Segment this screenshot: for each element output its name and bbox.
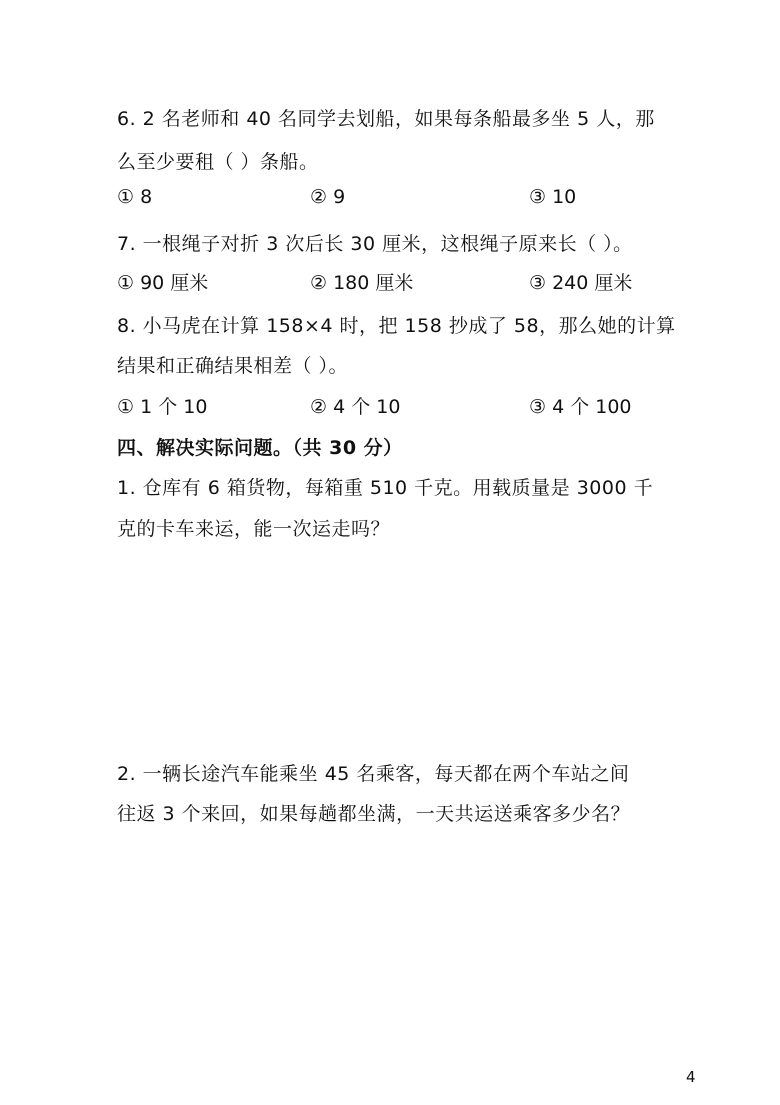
q8-option-2: ② 4 个 10 xyxy=(310,396,401,418)
problem-2-line-1: 2. 一辆长途汽车能乘坐 45 名乘客，每天都在两个车站之间 xyxy=(117,763,630,785)
q6-option-3: ③ 10 xyxy=(529,186,577,208)
q8-option-1: ① 1 个 10 xyxy=(117,396,208,418)
q6-option-2: ② 9 xyxy=(310,186,346,208)
q8-text-line-1: 8. 小马虎在计算 158×4 时，把 158 抄成了 58，那么她的计算 xyxy=(117,315,676,337)
page-number: 4 xyxy=(686,1068,696,1086)
problem-1-line-2: 克的卡车来运，能一次运走吗？ xyxy=(117,518,391,540)
q6-text-line-2: 么至少要租（ ）条船。 xyxy=(117,151,319,173)
q7-option-1: ① 90 厘米 xyxy=(117,272,209,294)
q8-option-3: ③ 4 个 100 xyxy=(529,396,632,418)
q6-option-1: ① 8 xyxy=(117,186,153,208)
problem-2-line-2: 往返 3 个来回，如果每趟都坐满，一天共运送乘客多少名？ xyxy=(117,803,631,825)
q6-text-line-1: 6. 2 名老师和 40 名同学去划船，如果每条船最多坐 5 人，那 xyxy=(117,108,655,130)
q8-text-line-2: 结果和正确结果相差（ ）。 xyxy=(117,355,349,377)
section-4-heading: 四、解决实际问题。（共 30 分） xyxy=(117,437,403,459)
q7-option-3: ③ 240 厘米 xyxy=(529,272,633,294)
problem-1-line-1: 1. 仓库有 6 箱货物，每箱重 510 千克。用载质量是 3000 千 xyxy=(117,477,654,499)
q7-text-line-1: 7. 一根绳子对折 3 次后长 30 厘米，这根绳子原来长（ ）。 xyxy=(117,233,633,255)
q7-option-2: ② 180 厘米 xyxy=(310,272,414,294)
